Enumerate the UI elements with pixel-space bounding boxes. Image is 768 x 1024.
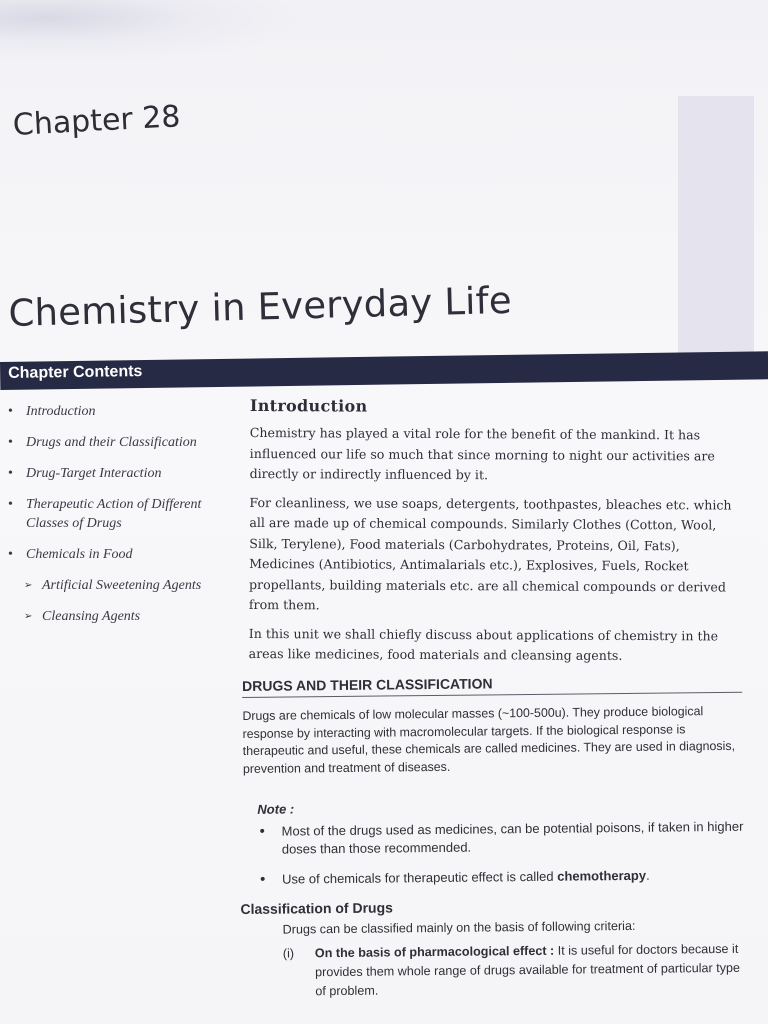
chapter-contents-heading: Chapter Contents bbox=[8, 363, 143, 382]
chapter-number: Chapter 28 bbox=[12, 99, 182, 143]
introduction-heading: Introduction bbox=[249, 396, 368, 416]
contents-item: • Therapeutic Action of Different Classes of Drugs bbox=[8, 495, 240, 533]
introduction-paragraph: Chemistry has played a vital role for the benefit of the mankind. It has influenced our life so much that since morning to night our activities are directly or indirectly influenced by it. bbox=[249, 424, 715, 483]
drugs-heading: DRUGS AND THEIR CLASSIFICATION bbox=[242, 673, 742, 698]
contents-subitem: ➢ Cleansing Agents bbox=[8, 607, 240, 626]
contents-subitem: ➢ Artificial Sweetening Agents bbox=[8, 576, 240, 595]
note-term: chemotherapy bbox=[557, 867, 647, 884]
classification-item-text: It is useful for doctors because it provides them whole range of drugs available for treatment of particular type of problem. bbox=[315, 941, 741, 999]
drugs-section bbox=[242, 673, 745, 1002]
note-item bbox=[258, 866, 744, 889]
contents-item: • Introduction bbox=[8, 402, 240, 421]
page-smudge bbox=[0, 0, 300, 60]
drugs-paragraph: Drugs are chemicals of low molecular masses (~100-500u). They produce biological response by interacting with macromolecular targets. If the biological response is therapeutic and useful, these chemicals are called medicines. They are used in diagnosis, prevention and treatment of diseases. bbox=[242, 704, 736, 776]
classification-item-number: (i) bbox=[282, 946, 295, 961]
note-item: • Most of the drugs used as medicines, can be potential poisons, if taken in higher doses than those recommended. bbox=[258, 818, 744, 859]
side-strip bbox=[678, 96, 754, 362]
contents-item: • Drugs and their Classification bbox=[8, 433, 240, 452]
note-text: Use of chemicals for therapeutic effect is called bbox=[282, 868, 554, 887]
classification-heading: Classification of Drugs bbox=[240, 899, 393, 918]
note-label: Note : bbox=[257, 801, 295, 817]
chapter-contents-list bbox=[8, 402, 240, 638]
introduction-paragraph: For cleanliness, we use soaps, detergents, toothpastes, bleaches etc. which all are made up of chemical compounds. Similarly Clothes (Cotton, Wool, Silk, Terylene), Food materials (Carbohydrates, Proteins, Oil, Fats), Medicines (Antibiotics, Antimalarials etc.), Explosives, Fuels, Rocket propellants, building materials etc. are all chemical compounds or derived from them. bbox=[248, 494, 732, 613]
introduction-section bbox=[249, 396, 742, 675]
classification-item bbox=[283, 940, 746, 1002]
classification-item-title: On the basis of pharmacological effect : bbox=[314, 943, 555, 961]
contents-item: • Chemicals in Food bbox=[8, 545, 240, 564]
contents-item: • Drug-Target Interaction bbox=[8, 464, 240, 483]
classification-lead: Drugs can be classified mainly on the basis of following criteria: bbox=[282, 918, 636, 937]
note-list bbox=[244, 818, 745, 889]
introduction-paragraph: In this unit we shall chiefly discuss about applications of chemistry in the areas like medicines, food materials and cleansing agents. bbox=[248, 625, 719, 663]
chapter-title: Chemistry in Everyday Life bbox=[8, 278, 513, 335]
note-tail: . bbox=[645, 867, 650, 883]
